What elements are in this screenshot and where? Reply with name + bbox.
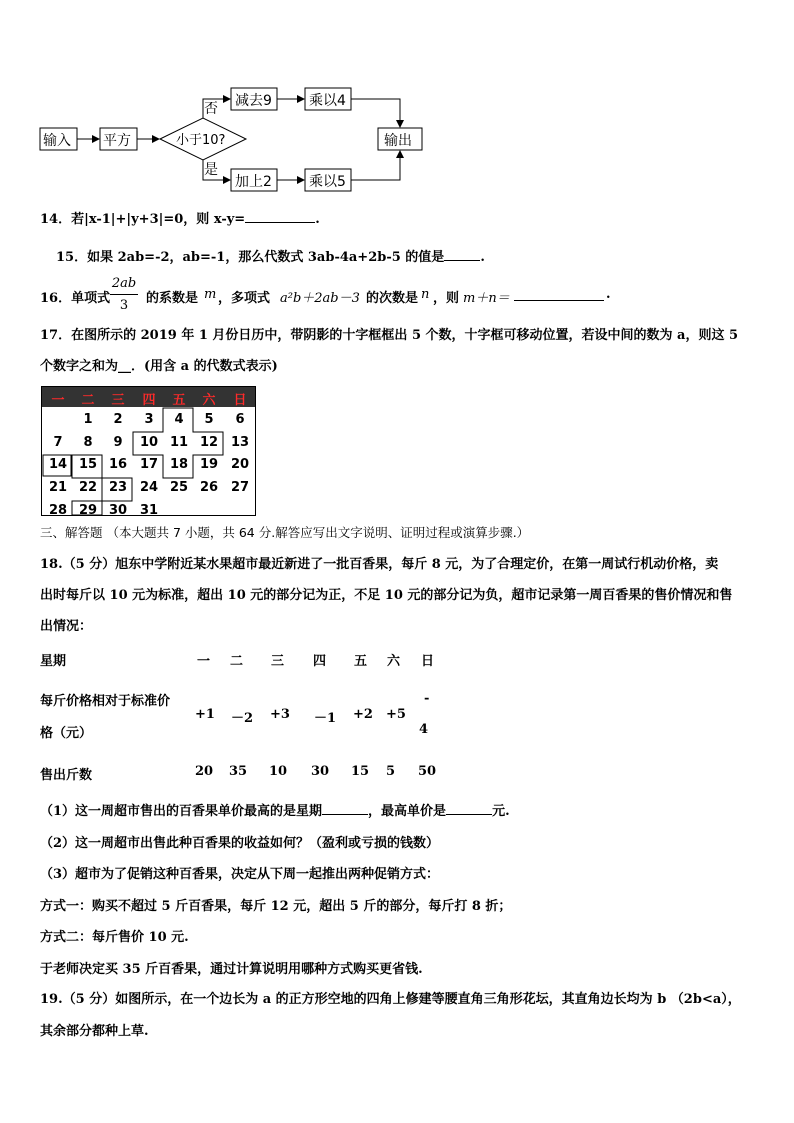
flow-no-label: 否 bbox=[204, 101, 218, 117]
expression-m-plus-n: m＋n＝ bbox=[463, 291, 510, 306]
sub1-text-b: ，最高单价是 bbox=[368, 804, 447, 819]
flow-yes-label: 是 bbox=[204, 162, 218, 178]
row-label-price-b: 格（元） bbox=[40, 726, 93, 741]
calendar-day: 24 bbox=[139, 480, 159, 495]
calendar-day: 30 bbox=[108, 503, 128, 518]
price-cell: +5 bbox=[386, 707, 406, 722]
calendar-day: 17 bbox=[139, 457, 159, 472]
price-cell: +3 bbox=[270, 707, 290, 722]
flow-input-label: 输入 bbox=[43, 133, 71, 149]
promotion-way-1: 方式一：购买不超过 5 斤百香果，每斤 12 元，超出 5 斤的部分，每斤打 8 折； bbox=[40, 899, 512, 914]
question-18-sub2: （2）这一周超市出售此种百香果的收益如何？（盈利或亏损的钱数） bbox=[40, 836, 440, 851]
amount-cell: 30 bbox=[311, 764, 330, 779]
question-18-sub3: （3）超市为了促销这种百香果，决定从下周一起推出两种促销方式： bbox=[40, 867, 440, 882]
flow-times5-label: 乘以5 bbox=[309, 174, 346, 190]
amount-cell: 5 bbox=[386, 764, 396, 779]
calendar-day: 8 bbox=[83, 435, 93, 450]
weekday-cell: 日 bbox=[421, 654, 435, 669]
question-14-text: 14．若|x-1|+|y+3|=0，则 x-y= bbox=[40, 212, 246, 227]
flow-minus9-label: 减去9 bbox=[235, 93, 272, 109]
calendar-header-day: 四 bbox=[142, 393, 156, 408]
calendar-january-2019 bbox=[41, 386, 256, 516]
calendar-day: 6 bbox=[235, 412, 245, 427]
polynomial: a²b＋2ab－3 bbox=[280, 291, 360, 306]
question-16-end: . bbox=[606, 287, 611, 302]
section-heading: 三、解答题 （本大题共 7 小题，共 64 分.解答应写出文字说明、证明过程或演算步骤.） bbox=[40, 525, 530, 540]
price-sunday-sign: - bbox=[424, 691, 430, 706]
question-18-line1: 18.（5 分）旭东中学附近某水果超市最近新进了一批百香果，每斤 8 元，为了合理定价，在第一周试行机动价格，卖 bbox=[40, 557, 719, 572]
calendar-header-day: 日 bbox=[233, 393, 247, 408]
calendar-day: 11 bbox=[169, 435, 189, 450]
price-sunday-value: 4 bbox=[419, 722, 429, 737]
var-m: m bbox=[204, 287, 217, 302]
answer-blank[interactable] bbox=[245, 210, 315, 223]
weekday-cell: 二 bbox=[230, 654, 244, 669]
calendar-day: 14 bbox=[48, 457, 68, 472]
calendar-day: 3 bbox=[144, 412, 154, 427]
calendar-day: 31 bbox=[139, 503, 159, 518]
answer-blank[interactable] bbox=[444, 248, 480, 261]
calendar-day: 29 bbox=[78, 503, 98, 518]
row-label-price-a: 每斤价格相对于标准价 bbox=[40, 694, 171, 709]
fraction-bar bbox=[110, 294, 138, 295]
calendar-day: 28 bbox=[48, 503, 68, 518]
price-cell: +1 bbox=[195, 707, 215, 722]
calendar-day: 2 bbox=[113, 412, 123, 427]
calendar-header-day: 六 bbox=[202, 393, 216, 408]
calendar-day: 21 bbox=[48, 480, 68, 495]
amount-cell: 15 bbox=[351, 764, 370, 779]
calendar-day: 20 bbox=[230, 457, 250, 472]
question-17-line2: 个数字之和为__．(用含 a 的代数式表示) bbox=[40, 359, 278, 374]
cross-frame bbox=[42, 387, 255, 515]
question-16-mid4: ，则 bbox=[433, 291, 460, 306]
price-cell: －2 bbox=[231, 711, 254, 726]
flow-output-label: 输出 bbox=[384, 133, 412, 149]
flow-times4-label: 乘以4 bbox=[309, 93, 346, 109]
flow-square-label: 平方 bbox=[103, 133, 131, 149]
question-15 bbox=[56, 246, 485, 265]
calendar-header-day: 一 bbox=[51, 393, 65, 408]
calendar-day: 22 bbox=[78, 480, 98, 495]
sub1-text-c: 元. bbox=[492, 804, 510, 819]
question-18-decision: 于老师决定买 35 斤百香果，通过计算说明用哪种方式购买更省钱. bbox=[40, 962, 423, 977]
flowchart-diagram bbox=[0, 0, 794, 200]
calendar-header-day: 二 bbox=[81, 393, 95, 408]
calendar-day: 10 bbox=[139, 435, 159, 450]
question-16-prefix: 16．单项式 bbox=[40, 291, 111, 306]
row-label-amount: 售出斤数 bbox=[40, 768, 93, 783]
weekday-cell: 三 bbox=[271, 654, 285, 669]
flow-decision-label: 小于10? bbox=[176, 133, 226, 148]
question-15-text: 15．如果 2ab=-2，ab=-1，那么代数式 3ab-4a+2b-5 的值是 bbox=[56, 250, 445, 265]
calendar-day: 27 bbox=[230, 480, 250, 495]
weekday-cell: 四 bbox=[313, 654, 327, 669]
calendar-header-day: 三 bbox=[111, 393, 125, 408]
question-14 bbox=[40, 208, 320, 227]
answer-blank[interactable] bbox=[514, 300, 604, 301]
calendar-day: 1 bbox=[83, 412, 93, 427]
calendar-day: 23 bbox=[108, 480, 128, 495]
calendar-day: 19 bbox=[199, 457, 219, 472]
amount-cell: 20 bbox=[195, 764, 214, 779]
question-16-mid3: 的次数是 bbox=[366, 291, 419, 306]
calendar-header-day: 五 bbox=[172, 393, 186, 408]
calendar-day: 16 bbox=[108, 457, 128, 472]
question-18-line3: 出情况： bbox=[40, 619, 93, 634]
price-cell: +2 bbox=[353, 707, 373, 722]
question-19-line1: 19.（5 分）如图所示，在一个边长为 a 的正方形空地的四角上修建等腰直角三角形花坛，其直角边长均为 b （2b<a）， bbox=[40, 992, 741, 1007]
sub1-text-a: （1）这一周超市售出的百香果单价最高的是星期 bbox=[40, 804, 323, 819]
question-15-end: . bbox=[480, 250, 485, 265]
var-n: n bbox=[421, 287, 430, 302]
flow-arrow bbox=[351, 99, 400, 127]
answer-blank[interactable] bbox=[446, 802, 492, 815]
question-18-sub1 bbox=[40, 800, 510, 819]
amount-cell: 10 bbox=[269, 764, 288, 779]
question-14-end: . bbox=[315, 212, 320, 227]
promotion-way-2: 方式二：每斤售价 10 元. bbox=[40, 930, 189, 945]
flow-plus2-label: 加上2 bbox=[235, 174, 272, 190]
calendar-day: 7 bbox=[53, 435, 63, 450]
calendar-day: 13 bbox=[230, 435, 250, 450]
calendar-day: 26 bbox=[199, 480, 219, 495]
question-19-line2: 其余部分都种上草. bbox=[40, 1024, 149, 1039]
answer-blank[interactable] bbox=[322, 802, 368, 815]
question-16-mid1: 的系数是 bbox=[146, 291, 199, 306]
amount-cell: 50 bbox=[418, 764, 437, 779]
calendar-day: 15 bbox=[78, 457, 98, 472]
calendar-day: 12 bbox=[199, 435, 219, 450]
question-18-line2: 出时每斤以 10 元为标准，超出 10 元的部分记为正，不足 10 元的部分记为负，超市记录第一周百香果的售价情况和售 bbox=[40, 588, 733, 603]
calendar-day: 25 bbox=[169, 480, 189, 495]
calendar-day: 9 bbox=[113, 435, 123, 450]
fraction-denominator: 3 bbox=[119, 298, 129, 313]
fraction-numerator: 2ab bbox=[111, 276, 137, 291]
calendar-day: 4 bbox=[174, 412, 184, 427]
amount-cell: 35 bbox=[229, 764, 248, 779]
question-16-mid2: ，多项式 bbox=[218, 291, 271, 306]
calendar-day: 18 bbox=[169, 457, 189, 472]
calendar-day: 5 bbox=[204, 412, 214, 427]
weekday-cell: 六 bbox=[387, 654, 401, 669]
price-cell: －1 bbox=[314, 711, 337, 726]
question-17-line1: 17．在图所示的 2019 年 1 月份日历中，带阴影的十字框框出 5 个数，十字框可移动位置，若设中间的数为 a，则这 5 bbox=[40, 328, 739, 343]
weekday-cell: 一 bbox=[197, 654, 211, 669]
weekday-cell: 五 bbox=[354, 654, 368, 669]
row-label-weekday: 星期 bbox=[40, 654, 67, 669]
flow-arrow bbox=[351, 151, 400, 180]
